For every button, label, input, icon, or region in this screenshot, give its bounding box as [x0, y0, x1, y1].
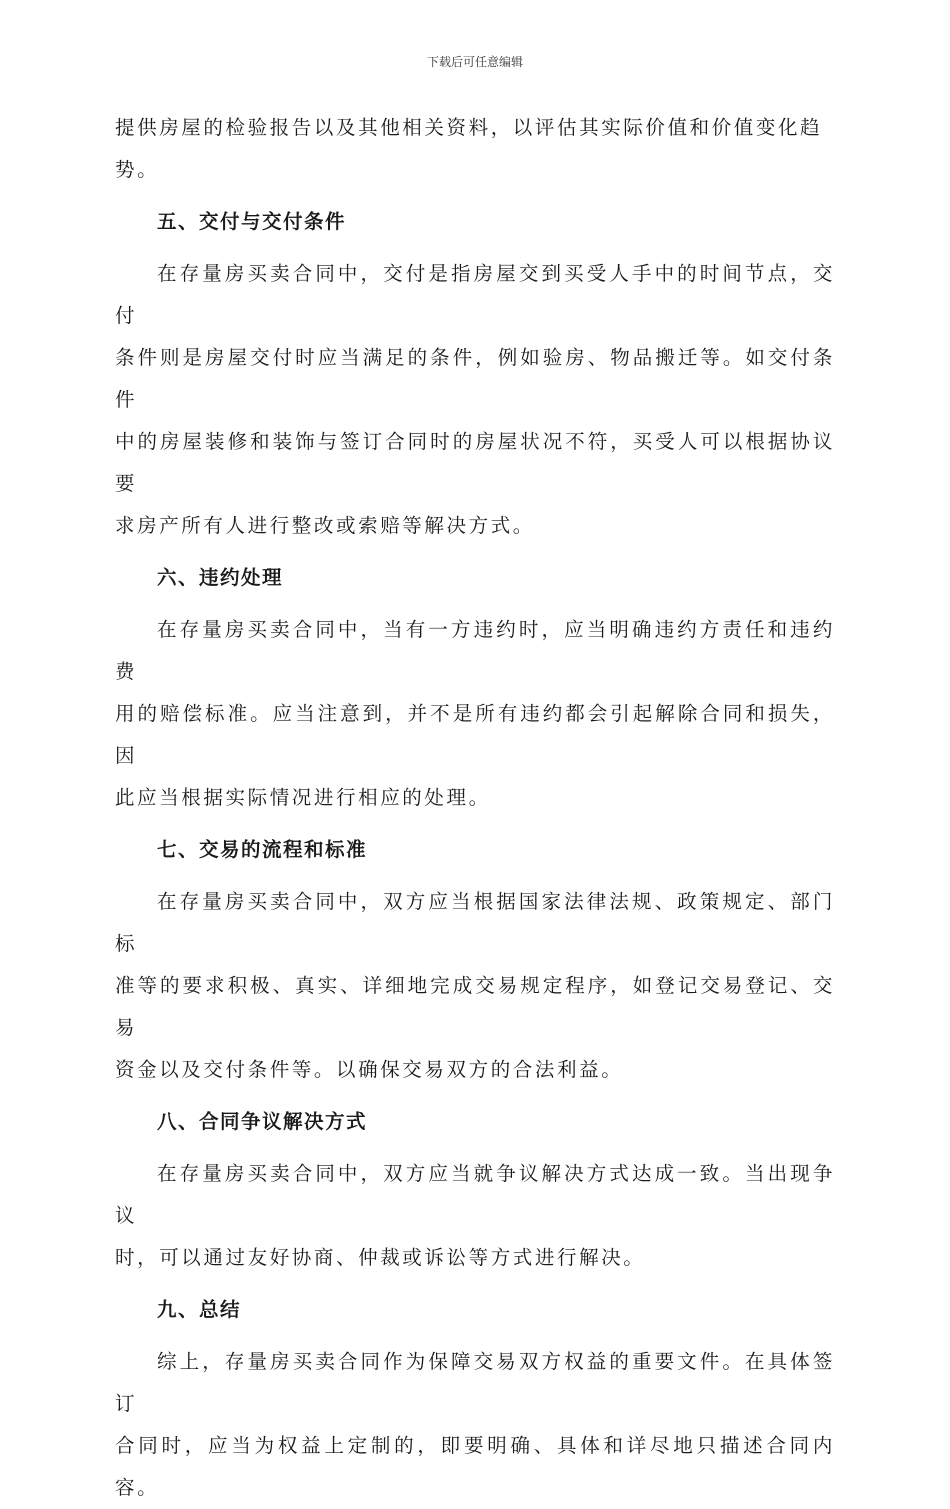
section-breach	[115, 557, 835, 819]
section-summary	[115, 1289, 835, 1509]
paragraph-line: 提供房屋的检验报告以及其他相关资料，以评估其实际价值和价值变化趋	[115, 116, 823, 139]
paragraph-line: 合同时，应当为权益上定制的，即要明确、具体和详尽地只描述合同内容。	[115, 1434, 835, 1499]
document-body	[115, 107, 835, 1509]
page-header: 下载后可任意编辑	[426, 55, 523, 69]
section-process	[115, 829, 835, 1091]
paragraph-line: 在存量房买卖合同中，当有一方违约时，应当明确违约方责任和违约费	[115, 618, 835, 683]
intro-paragraph	[115, 107, 835, 191]
paragraph-line: 用的赔偿标准。应当注意到，并不是所有违约都会引起解除合同和损失，因	[115, 702, 835, 767]
section-heading: 六、违约处理	[157, 566, 284, 589]
paragraph-line: 在存量房买卖合同中，交付是指房屋交到买受人手中的时间节点，交付	[115, 262, 835, 327]
paragraph-line: 综上，存量房买卖合同作为保障交易双方权益的重要文件。在具体签订	[115, 1350, 835, 1415]
paragraph-line: 在存量房买卖合同中，双方应当根据国家法律法规、政策规定、部门标	[115, 890, 835, 955]
paragraph-line: 条件则是房屋交付时应当满足的条件，例如验房、物品搬迁等。如交付条件	[115, 346, 835, 411]
section-heading: 九、总结	[157, 1298, 242, 1321]
paragraph-line: 求房产所有人进行整改或索赔等解决方式。	[115, 514, 535, 537]
paragraph-line: 资金以及交付条件等。以确保交易双方的合法利益。	[115, 1058, 624, 1081]
section-dispute	[115, 1101, 835, 1279]
section-heading: 七、交易的流程和标准	[157, 838, 368, 861]
section-heading: 五、交付与交付条件	[157, 210, 347, 233]
section-delivery	[115, 201, 835, 547]
section-heading: 八、合同争议解决方式	[157, 1110, 368, 1133]
paragraph-line: 势。	[115, 158, 160, 181]
paragraph-line: 此应当根据实际情况进行相应的处理。	[115, 786, 491, 809]
paragraph-line: 时，可以通过友好协商、仲裁或诉讼等方式进行解决。	[115, 1246, 646, 1269]
paragraph-line: 在存量房买卖合同中，双方应当就争议解决方式达成一致。当出现争议	[115, 1162, 835, 1227]
paragraph-line: 准等的要求积极、真实、详细地完成交易规定程序，如登记交易登记、交易	[115, 974, 835, 1039]
paragraph-line: 中的房屋装修和装饰与签订合同时的房屋状况不符，买受人可以根据协议要	[115, 430, 835, 495]
